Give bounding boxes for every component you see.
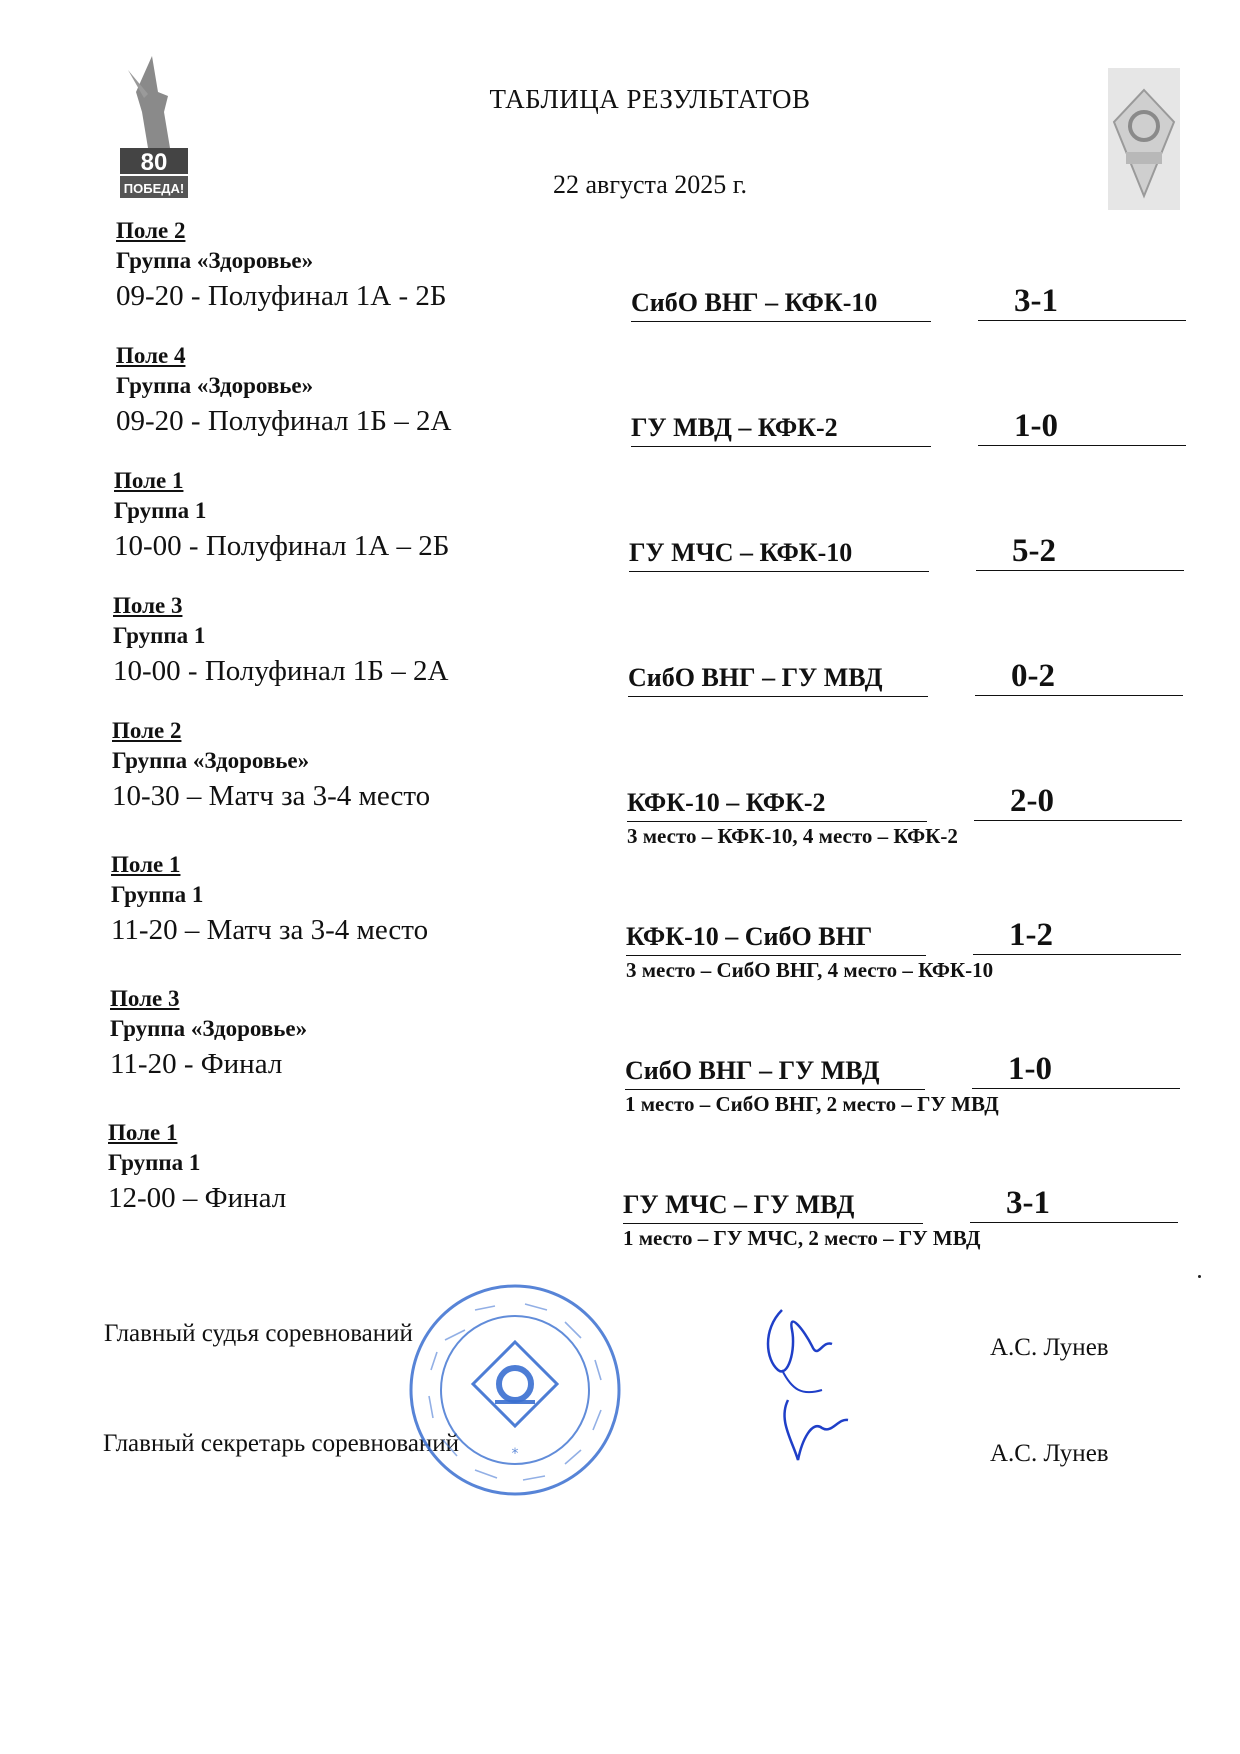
field-label: Поле 2	[116, 218, 186, 243]
event-label: 10-00 - Полуфинал 1А – 2Б	[114, 530, 450, 562]
field-label: Поле 3	[113, 593, 183, 618]
group-label: Группа «Здоровье»	[116, 248, 314, 273]
score-label: 1-0	[978, 408, 1186, 446]
group-label: Группа «Здоровье»	[110, 1016, 308, 1041]
event-label: 10-30 – Матч за 3-4 место	[112, 780, 431, 812]
dynamo-emblem-icon	[1108, 68, 1180, 210]
teams-label: КФК-10 – КФК-2	[627, 788, 927, 822]
judge-label: Главный судья соревнований	[104, 1320, 413, 1347]
field-label: Поле 2	[112, 718, 182, 743]
page-date: 22 августа 2025 г.	[553, 170, 747, 199]
event-label: 11-20 - Финал	[110, 1048, 283, 1080]
teams-label: СибО ВНГ – ГУ МВД	[628, 663, 928, 697]
event-label: 10-00 - Полуфинал 1Б – 2А	[113, 655, 449, 687]
teams-label: ГУ МЧС – ГУ МВД	[623, 1190, 923, 1224]
event-label: 11-20 – Матч за 3-4 место	[111, 914, 429, 946]
field-label: Поле 3	[110, 986, 180, 1011]
page-title: ТАБЛИЦА РЕЗУЛЬТАТОВ	[489, 84, 811, 114]
score-label: 1-2	[973, 917, 1181, 955]
score-label: 1-0	[972, 1051, 1180, 1089]
group-label: Группа 1	[113, 623, 206, 648]
event-label: 09-20 - Полуфинал 1А - 2Б	[116, 280, 447, 312]
teams-label: СибО ВНГ – ГУ МВД	[625, 1056, 925, 1090]
event-label: 09-20 - Полуфинал 1Б – 2А	[116, 405, 452, 437]
group-label: Группа 1	[111, 882, 204, 907]
event-label: 12-00 – Финал	[108, 1182, 287, 1214]
teams-label: КФК-10 – СибО ВНГ	[626, 922, 926, 956]
score-label: 2-0	[974, 783, 1182, 821]
field-label: Поле 1	[111, 852, 181, 877]
placement-note: 1 место – ГУ МЧС, 2 место – ГУ МВД	[623, 1226, 981, 1250]
signature-icon	[752, 1300, 862, 1470]
field-label: Поле 4	[116, 343, 186, 368]
teams-label: СибО ВНГ – КФК-10	[631, 288, 931, 322]
svg-text:*: *	[511, 1446, 519, 1462]
score-label: 0-2	[975, 658, 1183, 696]
secretary-label: Главный секретарь соревнований	[103, 1430, 460, 1457]
field-label: Поле 1	[108, 1120, 178, 1145]
teams-label: ГУ МЧС – КФК-10	[629, 538, 929, 572]
dynamo-stamp-icon	[405, 1280, 625, 1500]
group-label: Группа «Здоровье»	[112, 748, 310, 773]
placement-note: 3 место – СибО ВНГ, 4 место – КФК-10	[626, 958, 994, 982]
score-label: 3-1	[978, 283, 1186, 321]
group-label: Группа 1	[114, 498, 207, 523]
group-label: Группа «Здоровье»	[116, 373, 314, 398]
placement-note: 1 место – СибО ВНГ, 2 место – ГУ МВД	[625, 1092, 999, 1116]
score-label: 5-2	[976, 533, 1184, 571]
score-label: 3-1	[970, 1185, 1178, 1223]
secretary-name: А.С. Лунев	[990, 1440, 1109, 1467]
placement-note: 3 место – КФК-10, 4 место – КФК-2	[627, 824, 958, 848]
teams-label: ГУ МВД – КФК-2	[631, 413, 931, 447]
scan-dot	[1198, 1275, 1201, 1278]
logo-pobeda-text: ПОБЕДА!	[123, 181, 185, 196]
judge-name: А.С. Лунев	[990, 1334, 1109, 1361]
group-label: Группа 1	[108, 1150, 201, 1175]
field-label: Поле 1	[114, 468, 184, 493]
logo-80-text: 80	[140, 149, 168, 176]
